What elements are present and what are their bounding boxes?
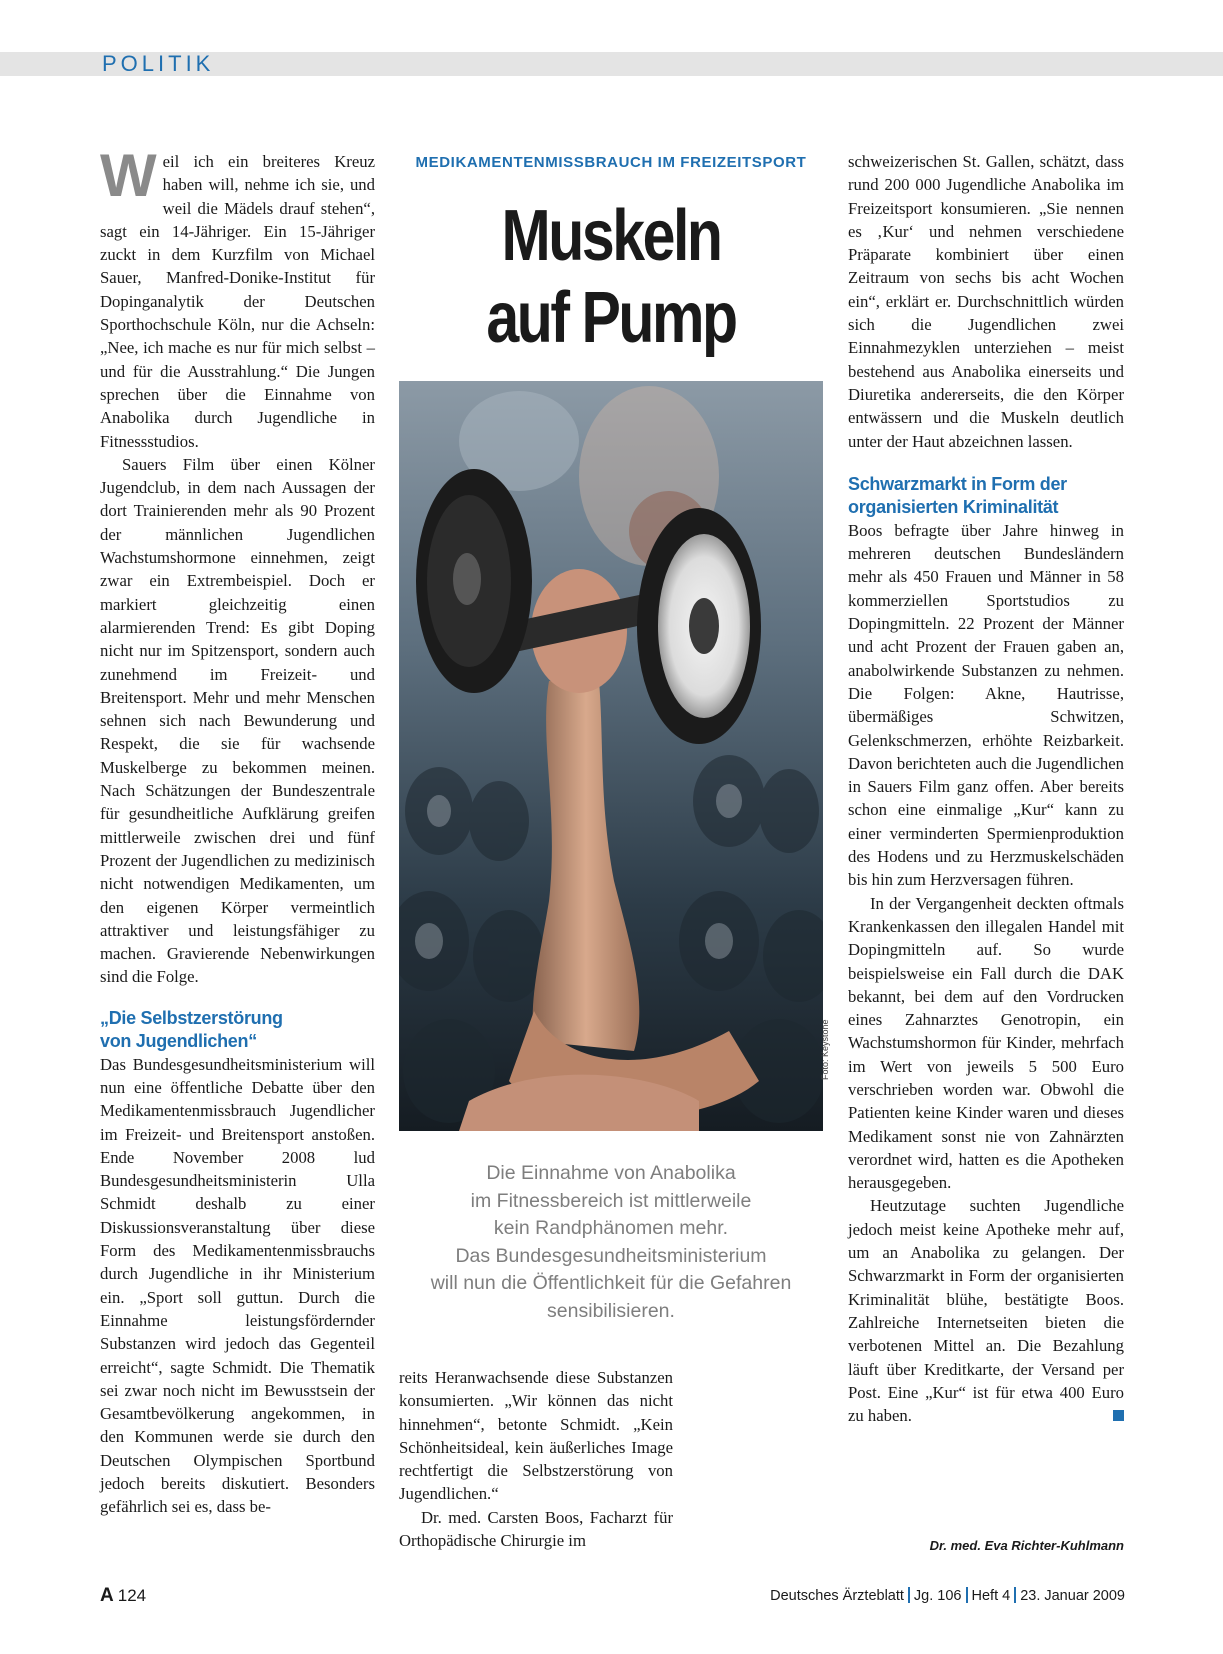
kicker: MEDIKAMENTENMISSBRAUCH IM FREIZEITSPORT [415,154,807,171]
footer-separator [1014,1587,1016,1603]
subheading-line-1: „Die Selbstzerstörung [100,1007,283,1028]
headline-line-1: Muskeln [501,196,721,276]
photo-credit: Foto: Keystone [820,1019,830,1080]
dumbbell-photo-illustration [399,381,823,1131]
paragraph-schmidt: reits Heranwachsende diese Substanzen konsumierten. „Wir können das nicht hinnehmen“, betonte Schmidt. „Kein Schönheitsideal, kein äußerliches Image rechtfertigt die Selbstzerstörung von Jugendlichen.“ [399,1368,673,1504]
paragraph-stgallen: schweizerischen St. Gallen, schätzt, dass rund 200 000 Jugendliche Anabolika im Freizeitsport konsumieren. „Sie nennen es ‚Kur‘ und nehmen verschiedene Präparate kombiniert über einen Zeitraum von sechs bis acht Wochen ein“, erklärt er. Durchschnittlich würden sich die Jugendlichen zwei Einnahmezyklen unterziehen – meist bestehend aus Anabolika einerseits und Diuretika andererseits, die den Körper entwässern und die Muskeln deutlich unter der Haut abzeichnen lassen. [848,152,1124,451]
paragraph-schwarzmarkt [848,1194,1124,1427]
article-photo [399,381,823,1131]
caption-line: will nun die Öffentlichkeit für die Gefahren [430,1272,792,1294]
subheading-selbstzerstoerung [100,1007,375,1053]
section-label: POLITIK [102,51,215,76]
journal-name: Deutsches Ärzteblatt [770,1588,904,1604]
page-number [100,1585,146,1607]
page-prefix: A [100,1585,114,1606]
paragraph-2: Sauers Film über einen Kölner Jugendclub, in dem nach Aussagen der dort Trainierenden mehr als 90 Prozent der männlichen Jugendlichen Wachstumshormone einnehmen, zeigt zwar ein Extrembeispiel. Doch er markiert gleichzeitig einen alarmierenden Trend: Es gibt Doping nicht nur im Spitzensport, sondern auch zunehmend im Freizeit- und Breitensport. Mehr und mehr Menschen sehnen sich nach Bewunderung und Respekt, die sie für wachsende Muskelberge zu bekommen meinen. Nach Schätzungen der Bundeszentrale für gesundheitliche Aufklärung greifen mittlerweile zwischen drei und fünf Prozent der Jugendlichen zu medizinisch nicht notwendigen Medikamenten, um den eigenen Körper vermeintlich attraktiver und leistungsfähiger zu machen. Gravierende Nebenwirkungen sind die Folge. [100,454,375,987]
journal-volume: Jg. 106 [913,1588,962,1604]
paragraph-intro [100,142,375,453]
column-3 [848,150,1124,1427]
subheading-line-2: organisierten Kriminalität [848,496,1059,517]
photo-caption [399,1160,823,1325]
drop-cap: W [100,142,157,209]
paragraph-schwarzmarkt-text: Heutzutage suchten Jugendliche jedoch meist keine Apotheke mehr auf, um an Anabolika zu gelangen. Der Schwarzmarkt in Form der organisierten Kriminalität blühe, bestätigte Boos. Zahlreiche Internetseiten bieten die verbotenen Mittel an. Die Bezahlung läuft über Kreditkarte, der Versand per Post. Eine „Kur“ ist für etwa 400 Euro zu haben. [848,1196,1124,1426]
caption-line: Das Bundesgesundheitsministerium [455,1244,767,1267]
journal-footer [770,1587,1125,1604]
caption-line: Die Einnahme von Anabolika [486,1162,736,1184]
footer-separator [908,1587,910,1603]
footer-separator [966,1587,968,1603]
paragraph-intro-text: eil ich ein breiteres Kreuz haben will, nehme ich sie, und weil die Mädels drauf stehen“, sagt ein 14-Jähriger. Ein 15-Jähriger zuckt in dem Kurzfilm von Michael Sauer, Manfred-Donike-Institut für Dopinganalytik der Deutschen Sporthochschule Köln, nur die Achseln: „Nee, ich mache es nur für mich selbst – und für die Ausstrahlung.“ Die Jungen sprechen über die Einnahme von Anabolika durch Jugendliche in Fitnessstudios. [100,152,375,451]
journal-date: 23. Januar 2009 [1020,1588,1125,1604]
paragraph-3: Das Bundesgesundheitsministerium will nun eine öffentliche Debatte über den Medikamentenmissbrauch Jugendlicher im Freizeit- und Breitensport anstoßen. Ende November 2008 lud Bundesgesundheitsministerin Ulla Schmidt deshalb zu einer Diskussionsveranstaltung über diese Form des Medikamentenmissbrauchs durch Jugendliche in ihr Ministerium ein. „Sport soll guttun. Durch die Einnahme leistungsfördernder Substanzen wird jedoch das Gegenteil erreicht“, sagte Schmidt. Die Thematik sei zwar noch nicht im Bewusstsein der Gesamtbevölkerung angekommen, in den Kommunen werde sie durch den Deutschen Olympischen Sportbund jedoch bereits diskutiert. Besonders gefährlich sei es, dass be- [100,1054,375,1517]
subheading-schwarzmarkt [848,473,1124,519]
caption-line: kein Randphänomen mehr. [493,1217,729,1239]
caption-line: sensibilisieren. [547,1299,675,1322]
subheading-line-1: Schwarzmarkt in Form der [848,473,1067,494]
subheading-line-2: von Jugendlichen“ [100,1030,257,1051]
page-number-value: 124 [117,1586,147,1605]
column-1 [100,142,375,1519]
paragraph-boos-intro: Dr. med. Carsten Boos, Facharzt für Orthopädische Chirurgie im [399,1507,673,1551]
paragraph-befragung: Boos befragte über Jahre hinweg in mehreren deutschen Bundesländern mehr als 450 Frauen und Männer in 58 kommerziellen Sportstudios zu Dopingmitteln. 22 Prozent der Männer und acht Prozent der Frauen gaben an, anabolwirkende Substanzen zu nehmen. Die Folgen: Akne, Hautrisse, übermäßiges Schwitzen, Gelenkschmerzen, erhöhte Reizbarkeit. Davon berichteten auch die Jugendlichen in Sauers Film ganz offen. Aber bereits schon eine einmalige „Kur“ kann zu einer verminderten Spermienproduktion des Hodens und zu Herzmuskelschäden bis hin zum Herzversagen führen. [848,520,1124,890]
column-2 [399,1366,673,1552]
headline [437,195,785,359]
headline-line-2: auf Pump [486,278,736,358]
caption-line: im Fitnessbereich ist mittlerweile [470,1189,752,1212]
paragraph-krankenkassen: In der Vergangenheit deckten oftmals Krankenkassen den illegalen Handel mit Dopingmitteln auf. So wurde beispielsweise ein Fall durch die DAK bekannt, bei dem auf den Vordrucken eines Zahnarztes Genotropin, ein Wachstumshormon für Kinder, mehrfach im Wert von jeweils 5 500 Euro verschrieben worden war. Obwohl die Patienten keine Kinder waren und dieses Medikament sonst nie von Zahnärzten verordnet wird, hatten es die Apotheken herausgegeben. [848,893,1124,1193]
end-square-icon [1113,1410,1124,1421]
author-byline: Dr. med. Eva Richter-Kuhlmann [929,1538,1124,1553]
journal-issue: Heft 4 [971,1588,1011,1604]
